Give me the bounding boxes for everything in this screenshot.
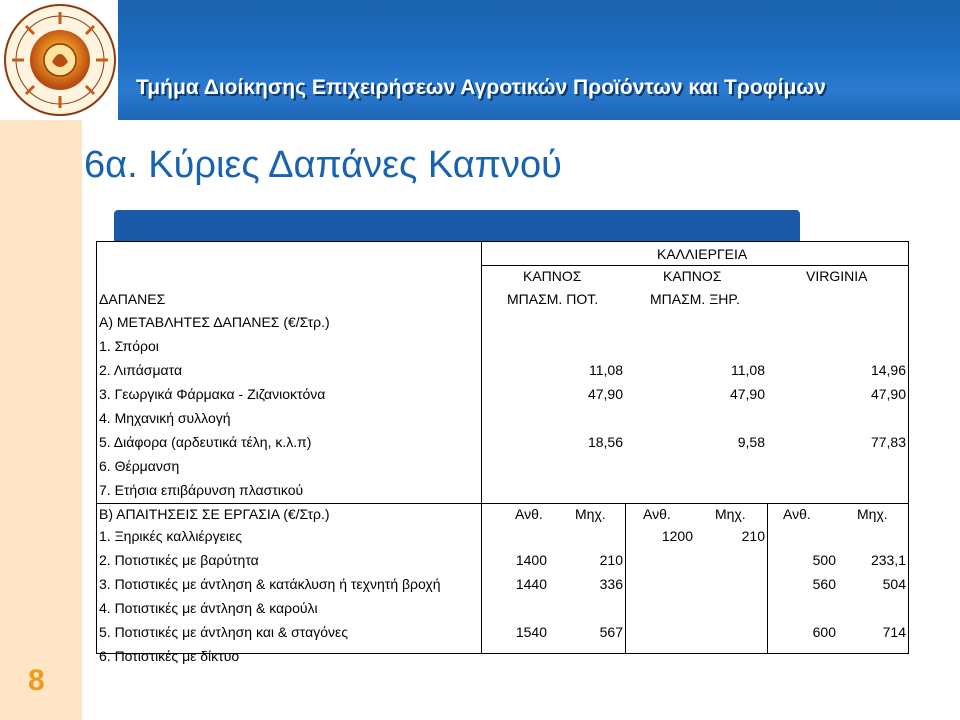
labor-subheader: Ανθ.: [515, 506, 543, 522]
page-title: 6α. Κύριες Δαπάνες Καπνού: [84, 144, 562, 186]
table-cell: 47,90: [587, 386, 623, 402]
crop-header: VIRGINIA: [806, 268, 868, 284]
costs-table: [96, 241, 909, 664]
slide-number: 8: [28, 664, 45, 697]
crop-header: ΚΑΠΝΟΣ: [663, 268, 722, 284]
table-cell: 1440: [515, 576, 547, 592]
table-caption: ΚΑΛΛΙΕΡΓΕΙΑ: [657, 246, 748, 262]
section-a-title: Α) ΜΕΤΑΒΛΗΤΕΣ ΔΑΠΑΝΕΣ (€/Στρ.): [99, 314, 330, 330]
table-row-label: 4. Ποτιστικές με άντληση & καρούλι: [99, 600, 318, 616]
table-cell: 1540: [515, 624, 547, 640]
table-cell: 47,90: [729, 386, 765, 402]
grid-line: [767, 503, 768, 653]
grid-line: [481, 503, 482, 653]
row-header-label: ΔΑΠΑΝΕΣ: [99, 291, 166, 307]
table-cell: 567: [599, 624, 623, 640]
table-cell: 336: [599, 576, 623, 592]
section-b-title: Β) ΑΠΑΙΤΗΣΕΙΣ ΣΕ ΕΡΓΑΣΙΑ (€/Στρ.): [99, 506, 330, 522]
table-row-label: 2. Λιπάσματα: [99, 362, 183, 378]
table-row-label: 3. Γεωργικά Φάρμακα - Ζιζανιοκτόνα: [99, 386, 326, 402]
table-row-label: 7. Ετήσια επιβάρυνση πλαστικού: [99, 482, 304, 498]
table-cell: 1200: [661, 528, 693, 544]
table-cell: 233,1: [870, 552, 906, 568]
table-cell: 9,58: [737, 434, 765, 450]
table-cell: 77,83: [870, 434, 906, 450]
table-cell: 714: [882, 624, 906, 640]
table-row-label: 6. Ποτιστικές με δίκτυο: [99, 648, 240, 664]
decorative-bar: [114, 210, 800, 244]
grid-line: [97, 503, 908, 504]
crop-header: ΚΑΠΝΟΣ: [523, 268, 582, 284]
labor-subheader: Μηχ.: [715, 506, 746, 522]
labor-subheader: Ανθ.: [783, 506, 811, 522]
table-row-label: 2. Ποτιστικές με βαρύτητα: [99, 552, 259, 568]
table-cell: 11,08: [731, 362, 765, 378]
table-cell: 500: [812, 552, 836, 568]
labor-subheader: Μηχ.: [575, 506, 606, 522]
labor-subheader: Μηχ.: [857, 506, 888, 522]
table-cell: 18,56: [587, 434, 623, 450]
table-row-label: 6. Θέρμανση: [99, 458, 180, 474]
university-logo: [2, 2, 118, 118]
variety-header: ΜΠΑΣΜ. ΠΟΤ.: [507, 291, 599, 307]
table-cell: 600: [812, 624, 836, 640]
table-row-label: 1. Ξηρικές καλλιέργειες: [99, 528, 242, 544]
labor-subheader: Ανθ.: [643, 506, 671, 522]
variety-header: ΜΠΑΣΜ. ΞΗΡ.: [650, 291, 740, 307]
table-cell: 47,90: [870, 386, 906, 402]
department-title: Τμήμα Διοίκησης Επιχειρήσεων Αγροτικών Προϊόντων και Τροφίμων: [136, 76, 826, 99]
left-sidebar: [0, 120, 82, 720]
table-cell: 11,08: [589, 362, 623, 378]
table-cell: 210: [741, 528, 765, 544]
table-row-label: 1. Σπόροι: [99, 338, 159, 354]
table-row-label: 4. Μηχανική συλλογή: [99, 410, 231, 426]
table-cell: 560: [812, 576, 836, 592]
header: [0, 0, 960, 120]
table-row-label: 3. Ποτιστικές με άντληση & κατάκλυση ή τεχνητή βροχή: [99, 576, 441, 592]
table-cell: 210: [599, 552, 623, 568]
grid-line: [625, 503, 626, 653]
table-cell: 504: [882, 576, 906, 592]
table-cell: 1400: [515, 552, 547, 568]
header-banner: [118, 0, 960, 120]
table-row-label: 5. Ποτιστικές με άντληση και & σταγόνες: [99, 624, 348, 640]
grid-line: [481, 265, 908, 266]
table-row-label: 5. Διάφορα (αρδευτικά τέλη, κ.λ.π): [99, 434, 312, 450]
table-cell: 14,96: [870, 362, 906, 378]
